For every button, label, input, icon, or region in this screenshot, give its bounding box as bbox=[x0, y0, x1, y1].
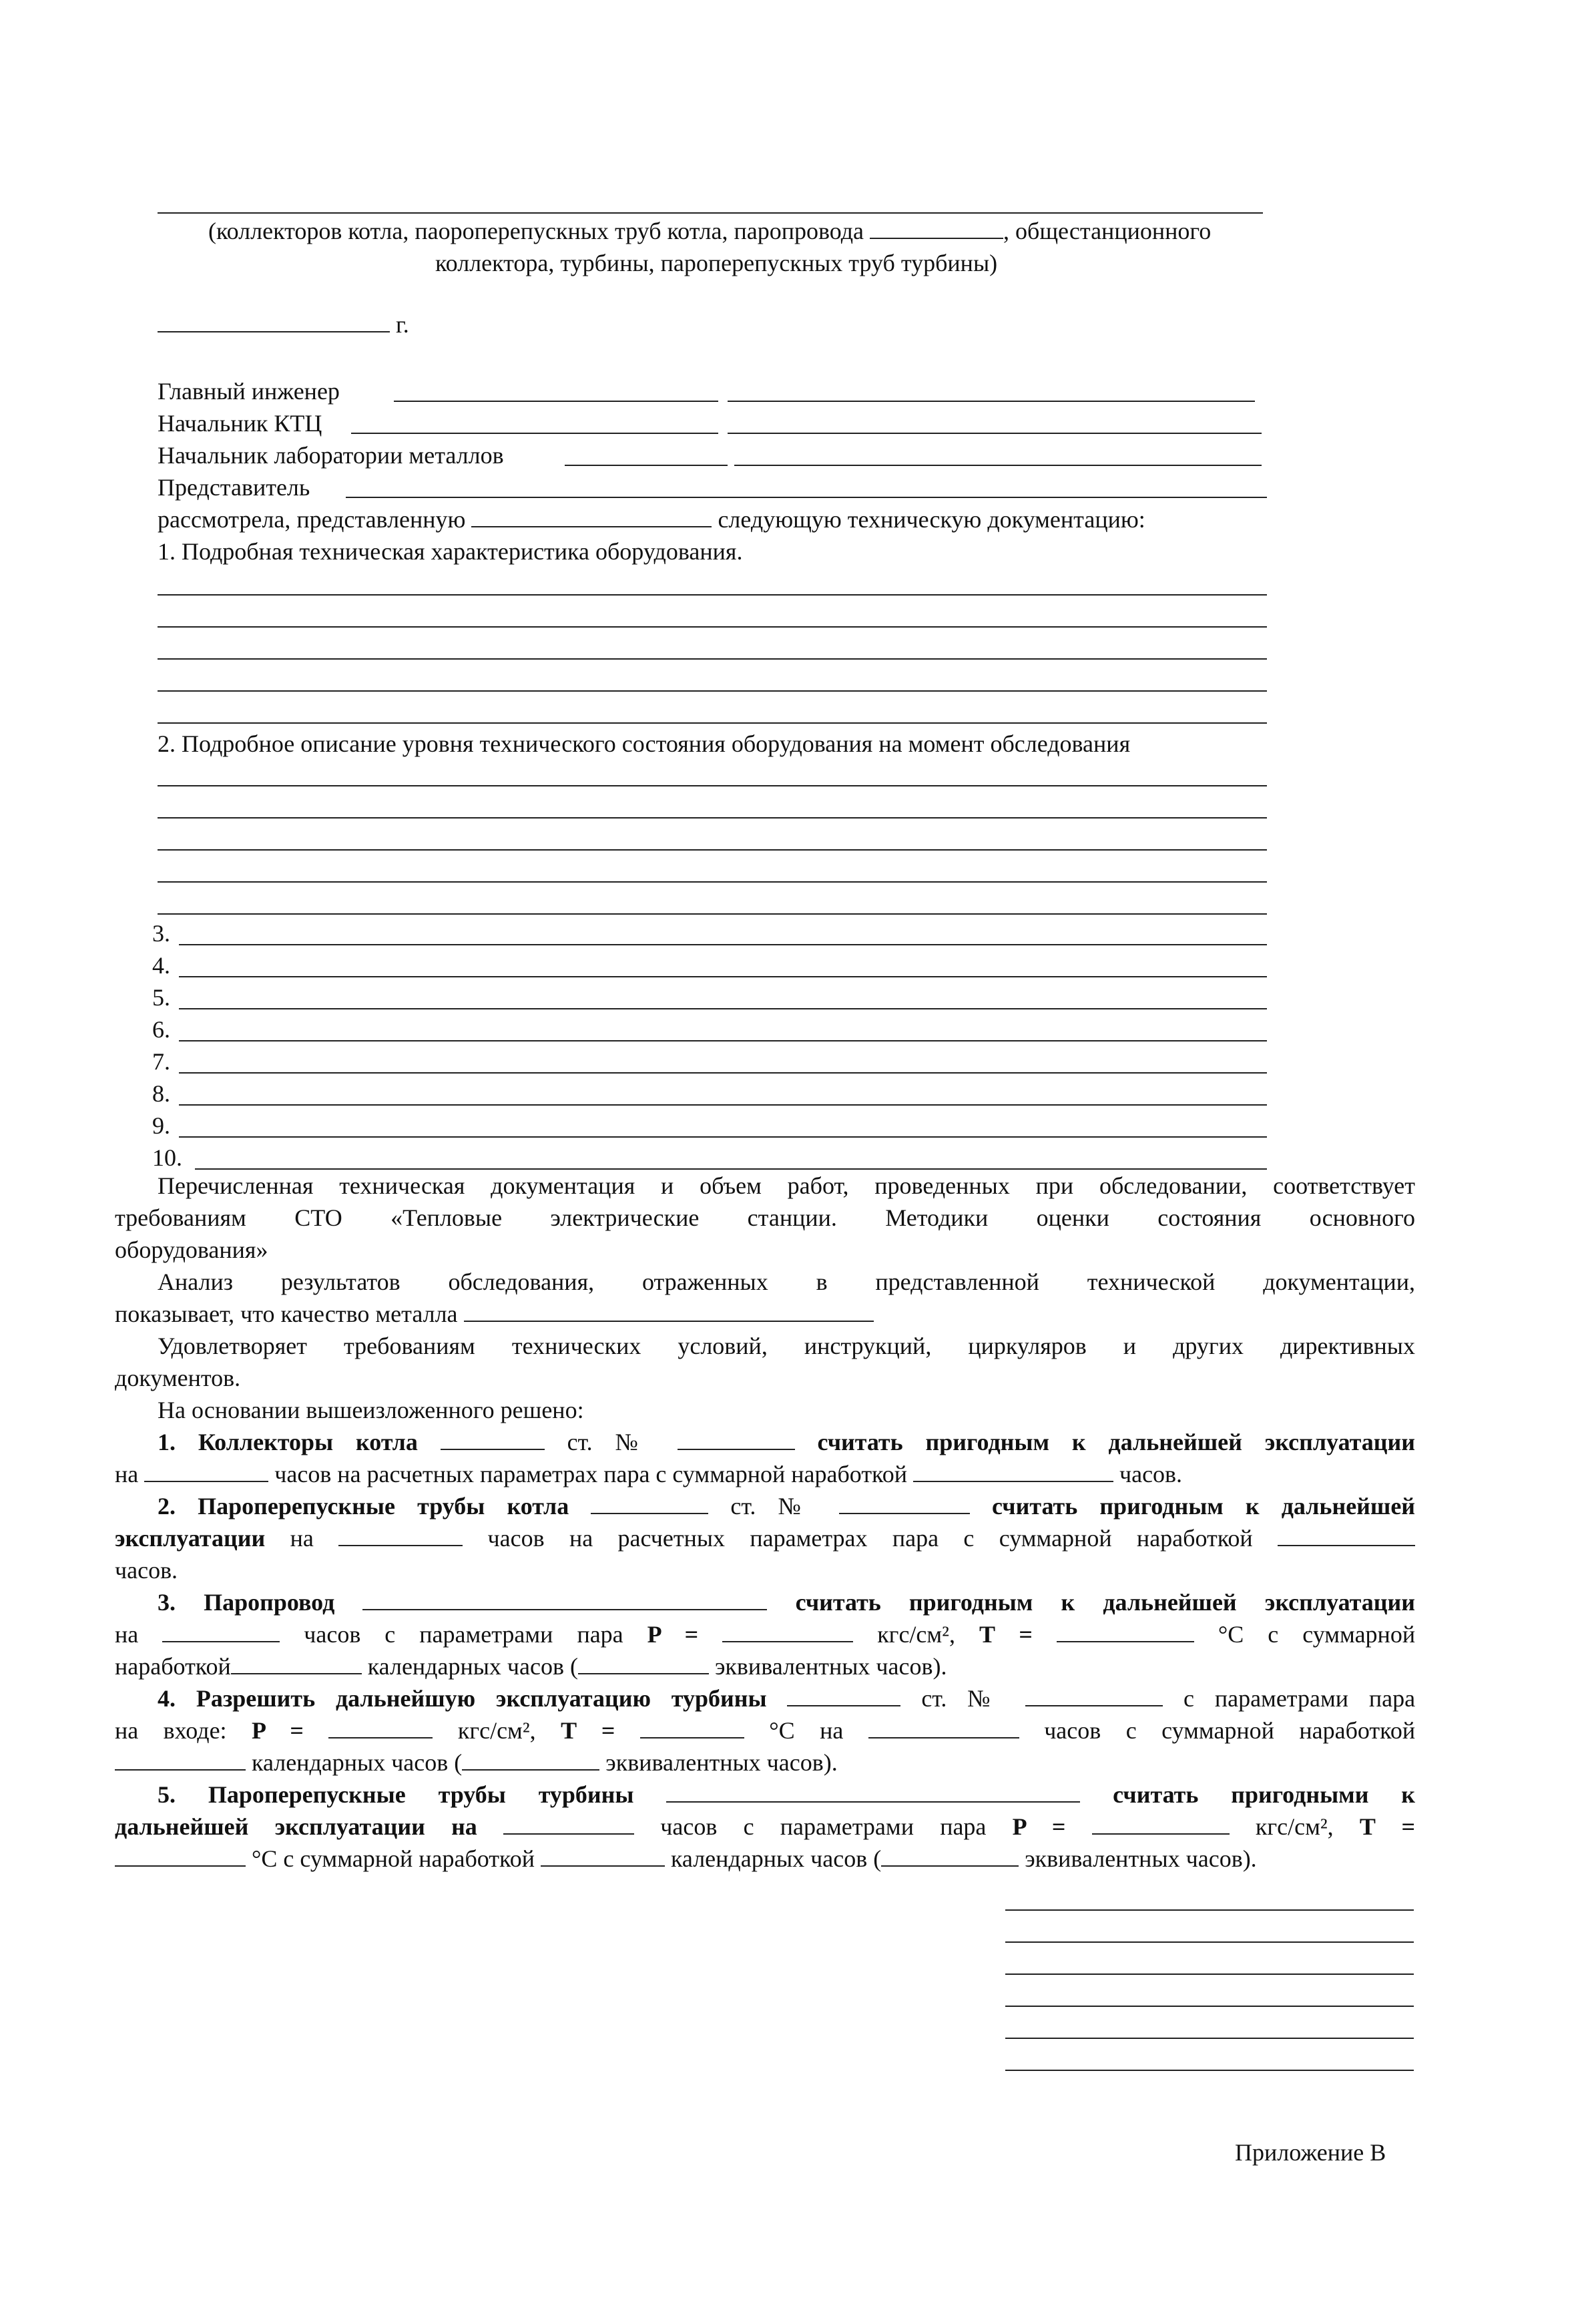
d3-p-label: P = bbox=[647, 1621, 699, 1648]
reviewed-prefix: рассмотрела, представленную bbox=[158, 506, 466, 533]
reviewed-blank[interactable] bbox=[471, 506, 712, 527]
d4-equiv-text: эквивалентных часов). bbox=[605, 1749, 838, 1776]
decision-5-line1 bbox=[158, 1779, 1415, 1811]
item-2-line[interactable] bbox=[158, 849, 1267, 851]
d5-temp-text: °С с суммарной наработкой bbox=[252, 1845, 535, 1872]
reviewed-row bbox=[158, 503, 1145, 535]
d5-calendar-blank[interactable] bbox=[541, 1845, 665, 1867]
d3-equiv-blank[interactable] bbox=[578, 1653, 709, 1674]
d3-pressure-blank[interactable] bbox=[722, 1621, 853, 1642]
d2-boiler-pipes-blank[interactable] bbox=[591, 1493, 708, 1514]
ktc-head-label: Начальник КТЦ bbox=[158, 410, 322, 437]
numbered-item-label: 9. bbox=[152, 1112, 170, 1139]
d5-pressure-unit: кгс/см², bbox=[1255, 1813, 1334, 1840]
header-caption-part1: (коллекторов котла, паороперепускных труб котла, паропровода bbox=[208, 218, 864, 244]
d4-equiv-blank[interactable] bbox=[462, 1749, 599, 1771]
d2-number-blank[interactable] bbox=[839, 1493, 970, 1514]
d4-pressure-unit: кгс/см², bbox=[457, 1717, 536, 1744]
header-top-line[interactable] bbox=[158, 212, 1263, 214]
date-line bbox=[158, 308, 409, 340]
body-p4: На основании вышеизложенного решено: bbox=[158, 1397, 584, 1423]
chief-engineer-name-blank[interactable] bbox=[394, 401, 718, 402]
d5-hours-blank[interactable] bbox=[503, 1813, 634, 1835]
item-2-line[interactable] bbox=[158, 881, 1267, 883]
signature-line[interactable] bbox=[1005, 2006, 1414, 2007]
decision-4-line2 bbox=[115, 1714, 1415, 1747]
d2-hours-text: часов на расчетных параметрах пара с суммарной наработкой bbox=[487, 1525, 1253, 1552]
d1-number-blank[interactable] bbox=[678, 1429, 795, 1450]
representative-row bbox=[158, 471, 310, 503]
d2-st-label: ст. № bbox=[730, 1493, 817, 1520]
d3-na: на bbox=[115, 1621, 139, 1648]
d1-hours-blank[interactable] bbox=[144, 1461, 268, 1482]
representative-blank[interactable] bbox=[346, 497, 1267, 498]
d1-label: 1. Коллекторы котла bbox=[158, 1429, 418, 1455]
lab-head-name-blank[interactable] bbox=[565, 465, 728, 466]
d2-suitable: считать пригодным к дальнейшей bbox=[992, 1493, 1416, 1520]
d4-t-label: T = bbox=[561, 1717, 615, 1744]
numbered-item-label: 5. bbox=[152, 984, 170, 1011]
d3-worktime-label: наработкой bbox=[115, 1653, 231, 1680]
d5-pressure-blank[interactable] bbox=[1092, 1813, 1230, 1835]
reviewed-suffix: следующую техническую документацию: bbox=[718, 506, 1145, 533]
d5-operation: дальнейшей эксплуатации на bbox=[115, 1813, 477, 1840]
d4-params-label: с параметрами пара bbox=[1183, 1685, 1416, 1712]
d5-p-label: P = bbox=[1012, 1813, 1066, 1840]
numbered-item-line[interactable] bbox=[179, 976, 1267, 977]
d4-turbine-blank[interactable] bbox=[787, 1685, 900, 1706]
body-p3-line1: Удовлетворяет требованиям технических условий, инструкций, циркуляров и других директивных bbox=[158, 1333, 1415, 1359]
decision-5-line3 bbox=[115, 1843, 1257, 1875]
d4-inlet-label: на входе: bbox=[115, 1717, 227, 1744]
appendix-label: Приложение В bbox=[1235, 2139, 1386, 2166]
numbered-item-line[interactable] bbox=[179, 1040, 1267, 1041]
d5-temperature-blank[interactable] bbox=[115, 1845, 246, 1867]
header-caption-line2: коллектора, турбины, пароперепускных труб турбины) bbox=[435, 250, 998, 276]
d4-hours-blank[interactable] bbox=[868, 1717, 1019, 1738]
d2-hours-blank[interactable] bbox=[338, 1525, 463, 1546]
item-1-line[interactable] bbox=[158, 722, 1267, 724]
decision-3-line3 bbox=[115, 1650, 947, 1682]
chief-engineer-label: Главный инженер bbox=[158, 378, 340, 405]
representative-label: Представитель bbox=[158, 474, 310, 501]
numbered-item-label: 4. bbox=[152, 952, 170, 979]
decision-3-line1 bbox=[158, 1586, 1415, 1618]
d3-pipeline-blank[interactable] bbox=[362, 1589, 767, 1610]
d5-calendar-text: календарных часов ( bbox=[670, 1845, 882, 1872]
d4-pressure-blank[interactable] bbox=[328, 1717, 433, 1738]
body-p1-line1-text: Перечисленная техническая документация и объем работ, проведенных при обследовании, соответствует bbox=[158, 1172, 1415, 1199]
item-1-line[interactable] bbox=[158, 626, 1267, 628]
ktc-head-sign-blank[interactable] bbox=[728, 433, 1262, 434]
numbered-item-line[interactable] bbox=[179, 1136, 1267, 1138]
lab-head-label: Начальник лаборатории металлов bbox=[158, 442, 504, 469]
d3-suitable: считать пригодным к дальнейшей эксплуатации bbox=[795, 1589, 1416, 1616]
numbered-item-label: 6. bbox=[152, 1016, 170, 1043]
decision-4-line3 bbox=[115, 1747, 838, 1779]
d1-total-blank[interactable] bbox=[913, 1461, 1113, 1482]
d1-hours-end: часов. bbox=[1119, 1461, 1183, 1487]
numbered-item-line[interactable] bbox=[179, 1072, 1267, 1074]
d5-label: 5. Пароперепускные трубы турбины bbox=[158, 1781, 634, 1808]
item-1-line[interactable] bbox=[158, 594, 1267, 596]
metal-quality-label: показывает, что качество металла bbox=[115, 1301, 458, 1327]
item-2-title: 2. Подробное описание уровня технического состояния оборудования на момент обследования bbox=[158, 730, 1131, 757]
body-p1-line3: оборудования» bbox=[115, 1236, 268, 1263]
lab-head-row bbox=[158, 439, 504, 471]
ktc-head-name-blank[interactable] bbox=[351, 433, 718, 434]
d4-calendar-text: календарных часов ( bbox=[252, 1749, 463, 1776]
numbered-item-line[interactable] bbox=[179, 1104, 1267, 1106]
item-1-line[interactable] bbox=[158, 690, 1267, 692]
d4-p-label: P = bbox=[252, 1717, 304, 1744]
item-2-line[interactable] bbox=[158, 785, 1267, 786]
signature-line[interactable] bbox=[1005, 2038, 1414, 2039]
d2-operation: эксплуатации bbox=[115, 1525, 266, 1552]
d3-worktime-blank[interactable] bbox=[231, 1653, 362, 1674]
numbered-item-line[interactable] bbox=[179, 944, 1267, 945]
body-p1-line2: требованиям СТО «Тепловые электрические станции. Методики оценки состояния основного bbox=[115, 1204, 1415, 1231]
d3-temp-unit: °С с суммарной bbox=[1218, 1621, 1416, 1648]
d1-na: на bbox=[115, 1461, 139, 1487]
d3-hours-blank[interactable] bbox=[162, 1621, 280, 1642]
d5-suitable: считать пригодными к bbox=[1113, 1781, 1416, 1808]
d1-hours-text: часов на расчетных параметрах пара с суммарной наработкой bbox=[274, 1461, 907, 1487]
year-suffix: г. bbox=[396, 311, 409, 338]
item-1-title: 1. Подробная техническая характеристика оборудования. bbox=[158, 538, 743, 565]
d4-label: 4. Разрешить дальнейшую эксплуатацию турбины bbox=[158, 1685, 767, 1712]
d2-total-blank[interactable] bbox=[1278, 1525, 1415, 1546]
d3-pressure-unit: кгс/см², bbox=[877, 1621, 955, 1648]
item-2-line[interactable] bbox=[158, 817, 1267, 819]
body-p1-line1 bbox=[158, 1170, 1415, 1202]
d3-t-label: T = bbox=[979, 1621, 1033, 1648]
signature-line[interactable] bbox=[1005, 1909, 1414, 1911]
d2-na: на bbox=[290, 1525, 314, 1552]
d2-label: 2. Пароперепускные трубы котла bbox=[158, 1493, 569, 1520]
d4-temp-unit: °С на bbox=[769, 1717, 844, 1744]
decision-5-line2 bbox=[115, 1811, 1415, 1843]
metal-quality-blank[interactable] bbox=[464, 1301, 874, 1322]
d1-st-label: ст. № bbox=[567, 1429, 655, 1455]
decision-1-line1 bbox=[158, 1426, 1415, 1458]
signature-line[interactable] bbox=[1005, 2070, 1414, 2071]
date-blank[interactable] bbox=[158, 311, 390, 332]
signature-line[interactable] bbox=[1005, 1973, 1414, 1975]
d3-params-text: часов с параметрами пара bbox=[304, 1621, 623, 1648]
decision-1-line2 bbox=[115, 1458, 1182, 1490]
d5-equiv-blank[interactable] bbox=[881, 1845, 1019, 1867]
header-caption-part2: , общестанционного bbox=[1003, 218, 1212, 244]
numbered-item-label: 7. bbox=[152, 1048, 170, 1075]
numbered-item-label: 10. bbox=[152, 1144, 182, 1171]
item-1-line[interactable] bbox=[158, 658, 1267, 660]
body-p2-line1: Анализ результатов обследования, отраженных в представленной технической документации, bbox=[158, 1268, 1415, 1295]
pipeline-blank[interactable] bbox=[870, 218, 1003, 239]
numbered-item-line[interactable] bbox=[179, 1008, 1267, 1009]
signature-line[interactable] bbox=[1005, 1941, 1414, 1943]
d5-params-text: часов с параметрами пара bbox=[660, 1813, 987, 1840]
d3-calendar-text: календарных часов ( bbox=[367, 1653, 578, 1680]
d4-st-label: ст. № bbox=[921, 1685, 1005, 1712]
numbered-item-label: 3. bbox=[152, 920, 170, 947]
chief-engineer-row bbox=[158, 375, 340, 407]
d5-equiv-text: эквивалентных часов). bbox=[1025, 1845, 1257, 1872]
d4-hours-text: часов с суммарной наработкой bbox=[1044, 1717, 1416, 1744]
d5-pipes-blank[interactable] bbox=[666, 1781, 1080, 1803]
decision-2-line1 bbox=[158, 1490, 1415, 1522]
d3-equiv-text: эквивалентных часов). bbox=[714, 1653, 947, 1680]
chief-engineer-sign-blank[interactable] bbox=[728, 401, 1255, 402]
decision-2-line3: часов. bbox=[115, 1557, 178, 1584]
lab-head-sign-blank[interactable] bbox=[734, 465, 1262, 466]
d4-temperature-blank[interactable] bbox=[640, 1717, 744, 1738]
d1-suitable: считать пригодным к дальнейшей эксплуатации bbox=[817, 1429, 1415, 1455]
header-caption-line1 bbox=[208, 215, 1211, 247]
d1-boiler-blank[interactable] bbox=[441, 1429, 545, 1450]
numbered-item-label: 8. bbox=[152, 1080, 170, 1107]
ktc-head-row bbox=[158, 407, 322, 439]
d3-label: 3. Паропровод bbox=[158, 1589, 335, 1616]
decision-2-line2 bbox=[115, 1522, 1415, 1554]
item-2-line[interactable] bbox=[158, 913, 1267, 915]
d5-t-label: T = bbox=[1359, 1813, 1416, 1840]
body-p2-line2 bbox=[115, 1298, 874, 1330]
decision-4-line1 bbox=[158, 1682, 1415, 1714]
d4-number-blank[interactable] bbox=[1025, 1685, 1163, 1706]
body-p3-line2: документов. bbox=[115, 1365, 241, 1391]
d3-temperature-blank[interactable] bbox=[1057, 1621, 1194, 1642]
decision-3-line2 bbox=[115, 1618, 1415, 1650]
d4-calendar-blank[interactable] bbox=[115, 1749, 246, 1771]
